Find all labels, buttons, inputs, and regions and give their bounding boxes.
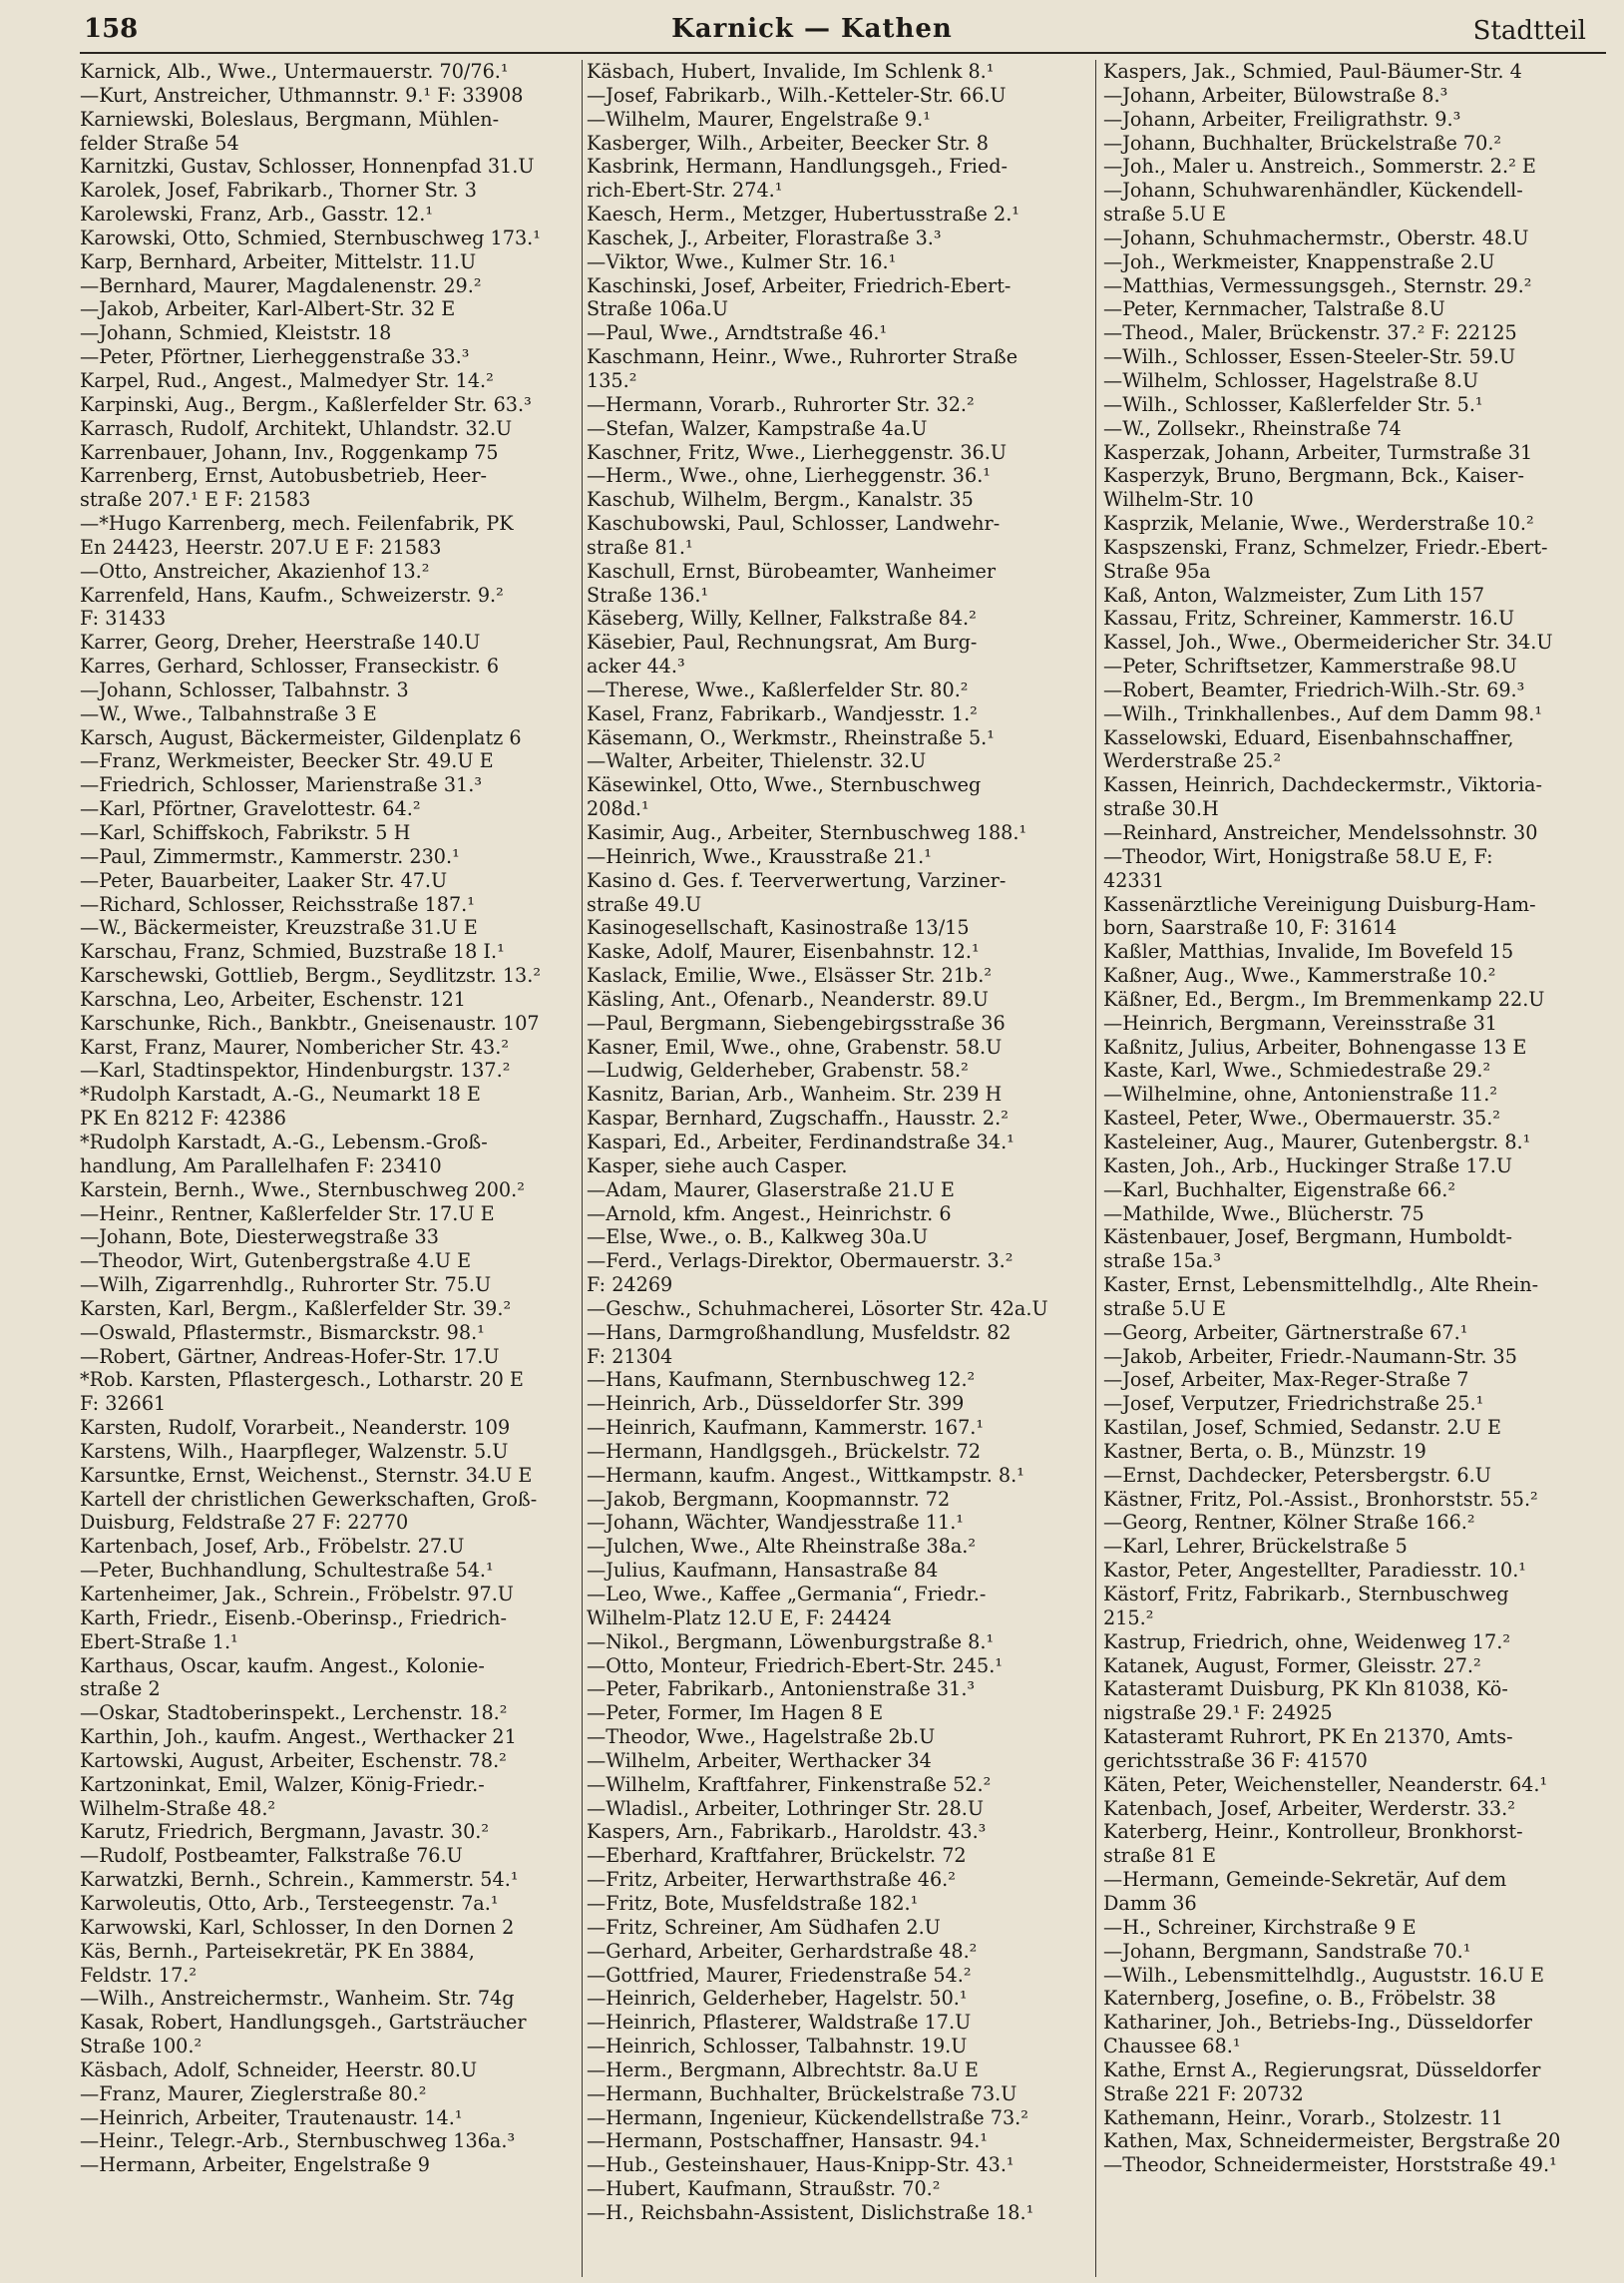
column-divider xyxy=(1095,60,1096,2277)
directory-entry: Duisburg, Feldstraße 27 F: 22770 xyxy=(80,1511,409,1535)
directory-entry: —Reinhard, Anstreicher, Mendelssohnstr. 30 xyxy=(1103,821,1538,844)
directory-entry: Käs, Bernh., Parteisekretär, PK En 3884, xyxy=(80,1939,475,1963)
directory-entry: —Heinrich, Arbeiter, Trautenaustr. 14.¹ xyxy=(80,2105,463,2129)
directory-entry: Karolek, Josef, Fabrikarb., Thorner Str. 3 xyxy=(80,179,477,203)
directory-entry: Kästorf, Fritz, Fabrikarb., Sternbuschweg xyxy=(1103,1583,1509,1605)
directory-entry: Kartzoninkat, Emil, Walzer, König-Friedr.- xyxy=(80,1772,485,1796)
directory-entry: Karstens, Wilh., Haarpfleger, Walzenstr. 5.U xyxy=(80,1439,509,1463)
directory-entry: Kasner, Emil, Wwe., ohne, Grabenstr. 58.U xyxy=(587,1035,1003,1059)
directory-entry: Kasten, Joh., Arb., Huckinger Straße 17.U xyxy=(1103,1153,1513,1177)
directory-entry: En 24423, Heerstr. 207.U E F: 21583 xyxy=(80,535,442,559)
directory-entry: —Otto, Monteur, Friedrich-Ebert-Str. 245.¹ xyxy=(587,1653,1004,1677)
directory-entry: Kaschner, Fritz, Wwe., Lierheggenstr. 36.U xyxy=(587,440,1008,464)
directory-entry: —Hermann, kaufm. Angest., Wittkampstr. 8.¹ xyxy=(587,1463,1024,1487)
directory-entry: —Hans, Kaufmann, Sternbuschweg 12.² xyxy=(587,1368,976,1392)
directory-entry: Karthin, Joh., kaufm. Angest., Werthacker 21 xyxy=(80,1725,517,1749)
directory-entry: —Georg, Arbeiter, Gärtnerstraße 67.¹ xyxy=(1103,1320,1468,1344)
directory-entry: Kasteel, Peter, Wwe., Obermauerstr. 35.² xyxy=(1103,1107,1500,1131)
directory-entry: —W., Wwe., Talbahnstraße 3 E xyxy=(80,701,377,725)
directory-entry: —Therese, Wwe., Kaßlerfelder Str. 80.² xyxy=(587,678,969,701)
directory-entry: Karp, Bernhard, Arbeiter, Mittelstr. 11.U xyxy=(80,249,477,273)
directory-entry: —Wilhelm, Maurer, Engelstraße 9.¹ xyxy=(587,107,931,131)
directory-entry: —Oskar, Stadtoberinspekt., Lerchenstr. 18.² xyxy=(80,1701,508,1725)
directory-entry: Katerberg, Heinr., Kontrolleur, Bronkhorst- xyxy=(1103,1820,1523,1844)
directory-entry: Kassau, Fritz, Schreiner, Kammerstr. 16.U xyxy=(1103,607,1515,631)
directory-entry: Kathe, Ernst A., Regierungsrat, Düsseldorfer xyxy=(1103,2057,1541,2081)
directory-entry: —Johann, Buchhalter, Brückelstraße 70.² xyxy=(1103,131,1502,155)
directory-entry: —Hubert, Kaufmann, Straußstr. 70.² xyxy=(587,2177,941,2201)
header-rule xyxy=(80,52,1606,54)
directory-entry: —W., Zollsekr., Rheinstraße 74 xyxy=(1103,416,1402,440)
directory-entry: —Josef, Verputzer, Friedrichstraße 25.¹ xyxy=(1103,1392,1484,1416)
directory-entry: Karpel, Rud., Angest., Malmedyer Str. 14.² xyxy=(80,368,494,392)
directory-entry: Kartenbach, Josef, Arb., Fröbelstr. 27.U xyxy=(80,1535,465,1559)
directory-entry: 42331 xyxy=(1103,868,1165,892)
directory-entry: —Johann, Schmied, Kleiststr. 18 xyxy=(80,321,392,345)
directory-entry: —Theodor, Wirt, Gutenbergstraße 4.U E xyxy=(80,1249,472,1273)
directory-entry: —Georg, Rentner, Kölner Straße 166.² xyxy=(1103,1511,1475,1535)
directory-entry: Karth, Friedr., Eisenb.-Oberinsp., Friedrich- xyxy=(80,1605,508,1629)
directory-entry: —Peter, Kernmacher, Talstraße 8.U xyxy=(1103,297,1445,321)
directory-entry: Kästenbauer, Josef, Bergmann, Humboldt- xyxy=(1103,1225,1512,1249)
directory-entry: —Wilh., Lebensmittelhdlg., Auguststr. 16.U E xyxy=(1103,1963,1545,1987)
directory-entry: —Ernst, Dachdecker, Petersbergstr. 6.U xyxy=(1103,1463,1491,1487)
directory-entry: —Joh., Werkmeister, Knappenstraße 2.U xyxy=(1103,249,1495,273)
directory-entry: —Nikol., Bergmann, Löwenburgstraße 8.¹ xyxy=(587,1629,995,1653)
directory-entry: —Fritz, Schreiner, Am Südhafen 2.U xyxy=(587,1915,941,1939)
directory-entry: —Julius, Kaufmann, Hansastraße 84 xyxy=(587,1559,939,1583)
directory-entry: Karstein, Bernh., Wwe., Sternbuschweg 200.² xyxy=(80,1177,525,1201)
directory-entry: —Hermann, Ingenieur, Kückendellstraße 73.² xyxy=(587,2105,1028,2129)
directory-entry: —Wilhelm, Kraftfahrer, Finkenstraße 52.² xyxy=(587,1772,992,1796)
directory-entry: —Karl, Pförtner, Gravelottestr. 64.² xyxy=(80,797,421,821)
directory-entry: Kastner, Berta, o. B., Münzstr. 19 xyxy=(1103,1439,1426,1463)
directory-column-3 xyxy=(1103,60,1606,2277)
directory-entry: Kassel, Joh., Wwe., Obermeidericher Str. 34.U xyxy=(1103,631,1553,655)
directory-entry: straße 5.U E xyxy=(1103,1296,1227,1320)
directory-entry: —Hermann, Vorarb., Ruhrorter Str. 32.² xyxy=(587,392,975,416)
directory-entry: —Johann, Bergmann, Sandstraße 70.¹ xyxy=(1103,1939,1471,1963)
directory-entry: Kastor, Peter, Angestellter, Paradiesstr. 10.¹ xyxy=(1103,1559,1526,1583)
directory-entry: Kaßnitz, Julius, Arbeiter, Bohnengasse 13 E xyxy=(1103,1035,1527,1059)
section-label: Stadtteil xyxy=(1472,16,1586,46)
directory-entry: —Wilhelm, Arbeiter, Werthacker 34 xyxy=(587,1748,932,1772)
directory-entry: Kartenheimer, Jak., Schrein., Fröbelstr. 97.U xyxy=(80,1583,514,1605)
directory-entry: Karres, Gerhard, Schlosser, Franseckistr. 6 xyxy=(80,655,500,679)
directory-entry: Karutz, Friedrich, Bergmann, Javastr. 30.² xyxy=(80,1820,490,1844)
directory-entry: —Peter, Bauarbeiter, Laaker Str. 47.U xyxy=(80,868,448,892)
directory-entry: —Johann, Wächter, Wandjesstraße 11.¹ xyxy=(587,1511,964,1535)
directory-entry: Karsten, Rudolf, Vorarbeit., Neanderstr. 109 xyxy=(80,1416,511,1440)
directory-entry: Kastrup, Friedrich, ohne, Weidenweg 17.² xyxy=(1103,1629,1511,1653)
directory-entry: rich-Ebert-Str. 274.¹ xyxy=(587,179,783,203)
directory-entry: Wilhelm-Platz 12.U E, F: 24424 xyxy=(587,1605,892,1629)
directory-entry: Kasinogesellschaft, Kasinostraße 13/15 xyxy=(587,916,970,940)
directory-entry: —Johann, Arbeiter, Freiligrathstr. 9.³ xyxy=(1103,107,1461,131)
directory-entry: acker 44.³ xyxy=(587,655,685,679)
directory-entry: Karthaus, Oscar, kaufm. Angest., Kolonie- xyxy=(80,1653,485,1677)
directory-entry: —Adam, Maurer, Glaserstraße 21.U E xyxy=(587,1177,955,1201)
directory-entry: —Walter, Arbeiter, Thielenstr. 32.U xyxy=(587,749,927,773)
directory-entry: Katanek, August, Former, Gleisstr. 27.² xyxy=(1103,1653,1481,1677)
directory-entry: —Else, Wwe., o. B., Kalkweg 30a.U xyxy=(587,1225,929,1249)
directory-entry: —Julchen, Wwe., Alte Rheinstraße 38a.² xyxy=(587,1535,977,1559)
directory-entry: —Gerhard, Arbeiter, Gerhardstraße 48.² xyxy=(587,1939,978,1963)
directory-entry: —Jakob, Bergmann, Koopmannstr. 72 xyxy=(587,1487,951,1511)
page-number: 158 xyxy=(84,14,139,44)
directory-entry: —Oswald, Pflastermstr., Bismarckstr. 98.¹ xyxy=(80,1320,485,1344)
directory-entry: —Herm., Bergmann, Albrechtstr. 8a.U E xyxy=(587,2057,979,2081)
directory-entry: straße 2 xyxy=(80,1677,161,1701)
column-divider xyxy=(582,60,583,2277)
directory-entry: Käsebier, Paul, Rechnungsrat, Am Burg- xyxy=(587,631,978,655)
directory-entry: Straße 221 F: 20732 xyxy=(1103,2081,1304,2105)
directory-entry: —Eberhard, Kraftfahrer, Brückelstr. 72 xyxy=(587,1844,967,1868)
directory-entry: —Viktor, Wwe., Kulmer Str. 16.¹ xyxy=(587,249,897,273)
directory-entry: straße 49.U xyxy=(587,892,702,916)
directory-entry: Käsling, Ant., Ofenarb., Neanderstr. 89.U xyxy=(587,987,989,1011)
directory-entry: Kastilan, Josef, Schmied, Sedanstr. 2.U E xyxy=(1103,1416,1502,1440)
directory-entry: —Heinrich, Bergmann, Vereinsstraße 31 xyxy=(1103,1011,1498,1035)
directory-entry: Käsbach, Adolf, Schneider, Heerstr. 80.U xyxy=(80,2057,478,2081)
directory-entry: —Heinr., Rentner, Kaßlerfelder Str. 17.U E xyxy=(80,1201,495,1225)
directory-entry: straße 81.¹ xyxy=(587,535,693,559)
directory-entry: Karrenberg, Ernst, Autobusbetrieb, Heer- xyxy=(80,464,487,488)
directory-entry: Karowski, Otto, Schmied, Sternbuschweg 173.¹ xyxy=(80,226,541,249)
directory-entry: —Jakob, Arbeiter, Karl-Albert-Str. 32 E xyxy=(80,297,456,321)
directory-entry: F: 31433 xyxy=(80,607,167,631)
directory-entry: Karschau, Franz, Schmied, Buzstraße 18 I.¹ xyxy=(80,940,505,964)
directory-entry: —Wilh., Anstreichermstr., Wanheim. Str. 74g xyxy=(80,1987,515,2011)
directory-entry: —Ferd., Verlags-Direktor, Obermauerstr. 3.² xyxy=(587,1249,1014,1273)
directory-entry: Karniewski, Boleslaus, Bergmann, Mühlen- xyxy=(80,107,500,131)
directory-entry: —Karl, Lehrer, Brückelstraße 5 xyxy=(1103,1535,1408,1559)
directory-entry: Kartell der christlichen Gewerkschaften, Groß- xyxy=(80,1487,538,1511)
directory-entry: —Robert, Beamter, Friedrich-Wilh.-Str. 69.³ xyxy=(1103,678,1525,701)
directory-entry: Kästner, Fritz, Pol.-Assist., Bronhorststr. 55.² xyxy=(1103,1487,1538,1511)
directory-entry: —Peter, Former, Im Hagen 8 E xyxy=(587,1701,884,1725)
directory-entry: Kasteleiner, Aug., Maurer, Gutenbergstr. 8.¹ xyxy=(1103,1130,1531,1153)
directory-entry: —Karl, Stadtinspektor, Hindenburgstr. 137.² xyxy=(80,1059,511,1083)
directory-entry: Karschunke, Rich., Bankbtr., Gneisenaustr. 107 xyxy=(80,1011,540,1035)
directory-entry: —Fritz, Bote, Musfeldstraße 182.¹ xyxy=(587,1891,919,1915)
directory-entry: Karst, Franz, Maurer, Nombericher Str. 43.² xyxy=(80,1035,510,1059)
directory-entry: Wilhelm-Str. 10 xyxy=(1103,488,1254,512)
directory-entry: 208d.¹ xyxy=(587,797,649,821)
directory-entry: handlung, Am Parallelhafen F: 23410 xyxy=(80,1153,442,1177)
directory-entry: —Johann, Schlosser, Talbahnstr. 3 xyxy=(80,678,409,701)
page-header xyxy=(0,0,1624,58)
directory-entry: Kasbrink, Hermann, Handlungsgeh., Fried- xyxy=(587,155,1009,179)
directory-entry: —Friedrich, Schlosser, Marienstraße 31.³ xyxy=(80,773,483,797)
directory-entry: —Jakob, Arbeiter, Friedr.-Naumann-Str. 35 xyxy=(1103,1344,1517,1368)
directory-entry: Straße 136.¹ xyxy=(587,583,709,607)
directory-entry: Käseberg, Willy, Kellner, Falkstraße 84.² xyxy=(587,607,977,631)
directory-entry: —Hermann, Handlgsgeh., Brückelstr. 72 xyxy=(587,1439,982,1463)
directory-entry: 215.² xyxy=(1103,1605,1154,1629)
directory-entry: Kaschek, J., Arbeiter, Florastraße 3.³ xyxy=(587,226,942,249)
directory-entry: Kaske, Adolf, Maurer, Eisenbahnstr. 12.¹ xyxy=(587,940,980,964)
directory-entry: Kassenärztliche Vereinigung Duisburg-Ham- xyxy=(1103,892,1536,916)
directory-entry: Kasnitz, Barian, Arb., Wanheim. Str. 239 H xyxy=(587,1083,1003,1107)
directory-entry: Karrasch, Rudolf, Architekt, Uhlandstr. 32.U xyxy=(80,416,513,440)
directory-entry: *Rudolph Karstadt, A.-G., Lebensm.-Groß- xyxy=(80,1130,488,1153)
directory-entry: —Theodor, Wirt, Honigstraße 58.U E, F: xyxy=(1103,844,1493,868)
directory-entry: Käsbach, Hubert, Invalide, Im Schlenk 8.¹ xyxy=(587,60,995,83)
directory-entry: —Geschw., Schuhmacherei, Lösorter Str. 42a.U xyxy=(587,1296,1048,1320)
directory-entry: —Wilhelmine, ohne, Antonienstraße 11.² xyxy=(1103,1083,1498,1107)
directory-entry: —Wladisl., Arbeiter, Lothringer Str. 28.U xyxy=(587,1796,985,1820)
directory-entry: Karwowski, Karl, Schlosser, In den Dornen 2 xyxy=(80,1915,515,1939)
directory-entry: —Wilh, Zigarrenhdlg., Ruhrorter Str. 75.U xyxy=(80,1273,492,1297)
directory-entry: —Paul, Wwe., Arndtstraße 46.¹ xyxy=(587,321,888,345)
directory-entry: nigstraße 29.¹ F: 24925 xyxy=(1103,1701,1333,1725)
directory-entry: Karwoleutis, Otto, Arb., Tersteegenstr. 7a.¹ xyxy=(80,1891,499,1915)
directory-entry: —Kurt, Anstreicher, Uthmannstr. 9.¹ F: 33908 xyxy=(80,83,524,107)
directory-entry: Kaspar, Bernhard, Zugschaffn., Hausstr. 2.² xyxy=(587,1107,1009,1131)
directory-entry: —Gottfried, Maurer, Friedenstraße 54.² xyxy=(587,1963,972,1987)
directory-entry: —Leo, Wwe., Kaffee „Germania“, Friedr.- xyxy=(587,1583,987,1605)
directory-entry: Karpinski, Aug., Bergm., Kaßlerfelder Str. 63.³ xyxy=(80,392,532,416)
directory-entry: —Richard, Schlosser, Reichsstraße 187.¹ xyxy=(80,892,475,916)
directory-entry: Straße 106a.U xyxy=(587,297,729,321)
directory-entry: Kasel, Franz, Fabrikarb., Wandjesstr. 1.² xyxy=(587,701,978,725)
directory-entry: —Josef, Arbeiter, Max-Reger-Straße 7 xyxy=(1103,1368,1469,1392)
directory-entry: Werderstraße 25.² xyxy=(1103,749,1282,773)
directory-entry: Wilhelm-Straße 48.² xyxy=(80,1796,276,1820)
directory-entry: —Wilhelm, Schlosser, Hagelstraße 8.U xyxy=(1103,368,1479,392)
directory-entry: F: 32661 xyxy=(80,1392,167,1416)
directory-entry: —*Hugo Karrenberg, mech. Feilenfabrik, PK xyxy=(80,512,514,536)
directory-entry: —Theodor, Wwe., Hagelstraße 2b.U xyxy=(587,1725,936,1749)
directory-entry: Damm 36 xyxy=(1103,1891,1197,1915)
directory-entry: Katenbach, Josef, Arbeiter, Werderstr. 33.² xyxy=(1103,1796,1515,1820)
directory-column-1 xyxy=(80,60,577,2277)
directory-entry: Käsewinkel, Otto, Wwe., Sternbuschweg xyxy=(587,773,982,797)
directory-entry: Katernberg, Josefine, o. B., Fröbelstr. 38 xyxy=(1103,1987,1496,2011)
directory-entry: gerichtsstraße 36 F: 41570 xyxy=(1103,1748,1368,1772)
directory-entry: Kaste, Karl, Wwe., Schmiedestraße 29.² xyxy=(1103,1059,1491,1083)
directory-entry: —Josef, Fabrikarb., Wilh.-Ketteler-Str. 66.U xyxy=(587,83,1007,107)
directory-entry: Kaschubowski, Paul, Schlosser, Landwehr- xyxy=(587,512,1001,536)
directory-entry: Kasperzak, Johann, Arbeiter, Turmstraße 31 xyxy=(1103,440,1533,464)
directory-entry: Kaß, Anton, Walzmeister, Zum Lith 157 xyxy=(1103,583,1485,607)
directory-entry: straße 207.¹ E F: 21583 xyxy=(80,488,311,512)
directory-entry: Straße 100.² xyxy=(80,2035,203,2058)
directory-entry: —Heinrich, Gelderheber, Hagelstr. 50.¹ xyxy=(587,1987,968,2011)
directory-entry: —H., Schreiner, Kirchstraße 9 E xyxy=(1103,1915,1417,1939)
directory-entry: Karrer, Georg, Dreher, Heerstraße 140.U xyxy=(80,631,481,655)
directory-entry: —Heinrich, Pflasterer, Waldstraße 17.U xyxy=(587,2011,972,2035)
directory-entry: Kassen, Heinrich, Dachdeckermstr., Viktoria- xyxy=(1103,773,1542,797)
directory-entry: —Hub., Gesteinshauer, Haus-Knipp-Str. 43.¹ xyxy=(587,2153,1015,2177)
directory-entry: Karrenbauer, Johann, Inv., Roggenkamp 75 xyxy=(80,440,499,464)
directory-entry: *Rudolph Karstadt, A.-G., Neumarkt 18 E xyxy=(80,1083,481,1107)
directory-entry: Kartowski, August, Arbeiter, Eschenstr. 78.² xyxy=(80,1748,507,1772)
directory-entry: —Franz, Maurer, Zieglerstraße 80.² xyxy=(80,2081,427,2105)
directory-entry: —Hermann, Gemeinde-Sekretär, Auf dem xyxy=(1103,1868,1507,1892)
directory-entry: —Johann, Schuhwarenhändler, Kückendell- xyxy=(1103,179,1523,203)
directory-entry: Käten, Peter, Weichensteller, Neanderstr. 64.¹ xyxy=(1103,1772,1548,1796)
directory-entry: Kasimir, Aug., Arbeiter, Sternbuschweg 188.¹ xyxy=(587,821,1027,844)
directory-entry: —Peter, Pförtner, Lierheggenstraße 33.³ xyxy=(80,345,470,369)
directory-entry: —Stefan, Walzer, Kampstraße 4a.U xyxy=(587,416,928,440)
directory-entry: born, Saarstraße 10, F: 31614 xyxy=(1103,916,1398,940)
directory-entry: Karsten, Karl, Bergm., Kaßlerfelder Str. 39.² xyxy=(80,1296,512,1320)
directory-entry: straße 15a.³ xyxy=(1103,1249,1222,1273)
directory-entry: Katasteramt Duisburg, PK Kln 81038, Kö- xyxy=(1103,1677,1508,1701)
directory-entry: —Peter, Fabrikarb., Antonienstraße 31.³ xyxy=(587,1677,976,1701)
directory-entry: Kaesch, Herm., Metzger, Hubertusstraße 2.¹ xyxy=(587,203,1020,227)
running-title: Karnick — Kathen xyxy=(671,14,953,44)
directory-entry: Kathemann, Heinr., Vorarb., Stolzestr. 11 xyxy=(1103,2105,1503,2129)
directory-entry: —Ludwig, Gelderheber, Grabenstr. 58.² xyxy=(587,1059,969,1083)
directory-entry: —Paul, Bergmann, Siebengebirgsstraße 36 xyxy=(587,1011,1006,1035)
directory-entry: —Theod., Maler, Brückenstr. 37.² F: 22125 xyxy=(1103,321,1517,345)
directory-entry: Kaßler, Matthias, Invalide, Im Bovefeld 15 xyxy=(1103,940,1514,964)
directory-entry: Kasino d. Ges. f. Teerverwertung, Varziner- xyxy=(587,868,1007,892)
directory-entry: —Hermann, Postschaffner, Hansastr. 94.¹ xyxy=(587,2129,989,2153)
directory-entry: —Heinr., Telegr.-Arb., Sternbuschweg 136a.³ xyxy=(80,2129,516,2153)
directory-entry: —W., Bäckermeister, Kreuzstraße 31.U E xyxy=(80,916,478,940)
directory-entry: Kasak, Robert, Handlungsgeh., Gartsträucher xyxy=(80,2011,527,2035)
directory-entry: Straße 95a xyxy=(1103,559,1211,583)
directory-entry: straße 5.U E xyxy=(1103,203,1227,227)
directory-entry: —Robert, Gärtner, Andreas-Hofer-Str. 17.U xyxy=(80,1344,500,1368)
directory-entry: Kaschull, Ernst, Bürobeamter, Wanheimer xyxy=(587,559,997,583)
directory-entry: Kasprzik, Melanie, Wwe., Werderstraße 10.² xyxy=(1103,512,1534,536)
directory-entry: Katasteramt Ruhrort, PK En 21370, Amts- xyxy=(1103,1725,1513,1749)
directory-entry: Kasperzyk, Bruno, Bergmann, Bck., Kaiser- xyxy=(1103,464,1524,488)
directory-entry: —Karl, Buchhalter, Eigenstraße 66.² xyxy=(1103,1177,1456,1201)
directory-entry: Chaussee 68.¹ xyxy=(1103,2035,1241,2058)
directory-entry: —Peter, Buchhandlung, Schultestraße 54.¹ xyxy=(80,1559,494,1583)
directory-entry: Kasper, siehe auch Casper. xyxy=(587,1153,848,1177)
directory-entry: —Johann, Arbeiter, Bülowstraße 8.³ xyxy=(1103,83,1448,107)
directory-entry: Kaschinski, Josef, Arbeiter, Friedrich-Ebert- xyxy=(587,273,1012,297)
directory-column-2 xyxy=(587,60,1087,2277)
directory-entry: 135.² xyxy=(587,368,637,392)
directory-entry: —Hans, Darmgroßhandlung, Musfeldstr. 82 xyxy=(587,1320,1012,1344)
directory-entry: —Fritz, Arbeiter, Herwarthstraße 46.² xyxy=(587,1868,956,1892)
directory-entry: —Franz, Werkmeister, Beecker Str. 49.U E xyxy=(80,749,494,773)
directory-entry: Feldstr. 17.² xyxy=(80,1963,198,1987)
directory-entry: Karschewski, Gottlieb, Bergm., Seydlitzstr. 13.² xyxy=(80,964,542,988)
directory-entry: Käsemann, O., Werkmstr., Rheinstraße 5.¹ xyxy=(587,725,995,749)
directory-entry: —Heinrich, Arb., Düsseldorfer Str. 399 xyxy=(587,1392,965,1416)
directory-entry: Kaßner, Aug., Wwe., Kammerstraße 10.² xyxy=(1103,964,1496,988)
directory-entry: Kaspszenski, Franz, Schmelzer, Friedr.-Ebert- xyxy=(1103,535,1548,559)
directory-entry: —Theodor, Schneidermeister, Horststraße 49.¹ xyxy=(1103,2153,1557,2177)
directory-entry: —Otto, Anstreicher, Akazienhof 13.² xyxy=(80,559,430,583)
directory-entry: Kathen, Max, Schneidermeister, Bergstraße 20 xyxy=(1103,2129,1561,2153)
directory-entry: Ebert-Straße 1.¹ xyxy=(80,1629,238,1653)
directory-entry: —Paul, Zimmermstr., Kammerstr. 230.¹ xyxy=(80,844,460,868)
directory-entry: Karsch, August, Bäckermeister, Gildenplatz 6 xyxy=(80,725,522,749)
directory-entry: —Peter, Schriftsetzer, Kammerstraße 98.U xyxy=(1103,655,1517,679)
directory-entry: Kaspers, Jak., Schmied, Paul-Bäumer-Str. 4 xyxy=(1103,60,1522,83)
directory-entry: Kaslack, Emilie, Wwe., Elsässer Str. 21b.² xyxy=(587,964,993,988)
directory-entry: —Wilh., Schlosser, Kaßlerfelder Str. 5.¹ xyxy=(1103,392,1483,416)
directory-entry: —Johann, Bote, Diesterwegstraße 33 xyxy=(80,1225,439,1249)
directory-entry: Kaspari, Ed., Arbeiter, Ferdinandstraße 34.¹ xyxy=(587,1130,1015,1153)
directory-entry: Kaschmann, Heinr., Wwe., Ruhrorter Straße xyxy=(587,345,1018,369)
directory-entry: F: 24269 xyxy=(587,1273,673,1297)
directory-entry: felder Straße 54 xyxy=(80,131,239,155)
directory-entry: Karrenfeld, Hans, Kaufm., Schweizerstr. 9.² xyxy=(80,583,504,607)
directory-entry: Karnitzki, Gustav, Schlosser, Honnenpfad 31.U xyxy=(80,155,535,179)
directory-entry: Karolewski, Franz, Arb., Gasstr. 12.¹ xyxy=(80,203,434,227)
directory-entry: —Bernhard, Maurer, Magdalenenstr. 29.² xyxy=(80,273,482,297)
directory-entry: —Mathilde, Wwe., Blücherstr. 75 xyxy=(1103,1201,1424,1225)
directory-entry: PK En 8212 F: 42386 xyxy=(80,1107,286,1131)
directory-entry: F: 21304 xyxy=(587,1344,673,1368)
directory-entry: —H., Reichsbahn-Assistent, Dislichstraße 18.¹ xyxy=(587,2200,1034,2224)
directory-entry: —Wilh., Trinkhallenbes., Auf dem Damm 98.¹ xyxy=(1103,701,1543,725)
directory-entry: Kasselowski, Eduard, Eisenbahnschaffner, xyxy=(1103,725,1514,749)
directory-entry: —Wilh., Schlosser, Essen-Steeler-Str. 59.U xyxy=(1103,345,1516,369)
directory-entry: —Heinrich, Wwe., Krausstraße 21.¹ xyxy=(587,844,932,868)
directory-entry: —Matthias, Vermessungsgeh., Sternstr. 29.² xyxy=(1103,273,1532,297)
directory-entry: Karwatzki, Bernh., Schrein., Kammerstr. 54.¹ xyxy=(80,1868,519,1892)
directory-entry: —Herm., Wwe., ohne, Lierheggenstr. 36.¹ xyxy=(587,464,991,488)
directory-entry: straße 81 E xyxy=(1103,1844,1216,1868)
directory-entry: —Johann, Schuhmachermstr., Oberstr. 48.U xyxy=(1103,226,1529,249)
directory-entry: Kaspers, Arn., Fabrikarb., Haroldstr. 43.³ xyxy=(587,1820,987,1844)
directory-entry: —Hermann, Arbeiter, Engelstraße 9 xyxy=(80,2153,430,2177)
directory-entry: —Joh., Maler u. Anstreich., Sommerstr. 2.² E xyxy=(1103,155,1536,179)
directory-entry: Kaschub, Wilhelm, Bergm., Kanalstr. 35 xyxy=(587,488,974,512)
directory-entry: —Heinrich, Schlosser, Talbahnstr. 19.U xyxy=(587,2035,968,2058)
directory-entry: *Rob. Karsten, Pflastergesch., Lotharstr. 20 E xyxy=(80,1368,524,1392)
directory-entry: Karschna, Leo, Arbeiter, Eschenstr. 121 xyxy=(80,987,466,1011)
directory-entry: —Arnold, kfm. Angest., Heinrichstr. 6 xyxy=(587,1201,952,1225)
directory-entry: —Hermann, Buchhalter, Brückelstraße 73.U xyxy=(587,2081,1017,2105)
directory-entry: —Rudolf, Postbeamter, Falkstraße 76.U xyxy=(80,1844,463,1868)
directory-entry: Kathariner, Joh., Betriebs-Ing., Düsseldorfer xyxy=(1103,2011,1532,2035)
directory-entry: —Heinrich, Kaufmann, Kammerstr. 167.¹ xyxy=(587,1416,985,1440)
directory-entry: straße 30.H xyxy=(1103,797,1219,821)
directory-entry: Karnick, Alb., Wwe., Untermauerstr. 70/76.¹ xyxy=(80,60,509,83)
directory-entry: Kaster, Ernst, Lebensmittelhdlg., Alte Rhein- xyxy=(1103,1273,1539,1297)
directory-entry: Kasberger, Wilh., Arbeiter, Beecker Str. 8 xyxy=(587,131,989,155)
directory-entry: Karsuntke, Ernst, Weichenst., Sternstr. 34.U E xyxy=(80,1463,533,1487)
directory-entry: —Karl, Schiffskoch, Fabrikstr. 5 H xyxy=(80,821,411,844)
directory-entry: Käßner, Ed., Bergm., Im Bremmenkamp 22.U xyxy=(1103,987,1545,1011)
